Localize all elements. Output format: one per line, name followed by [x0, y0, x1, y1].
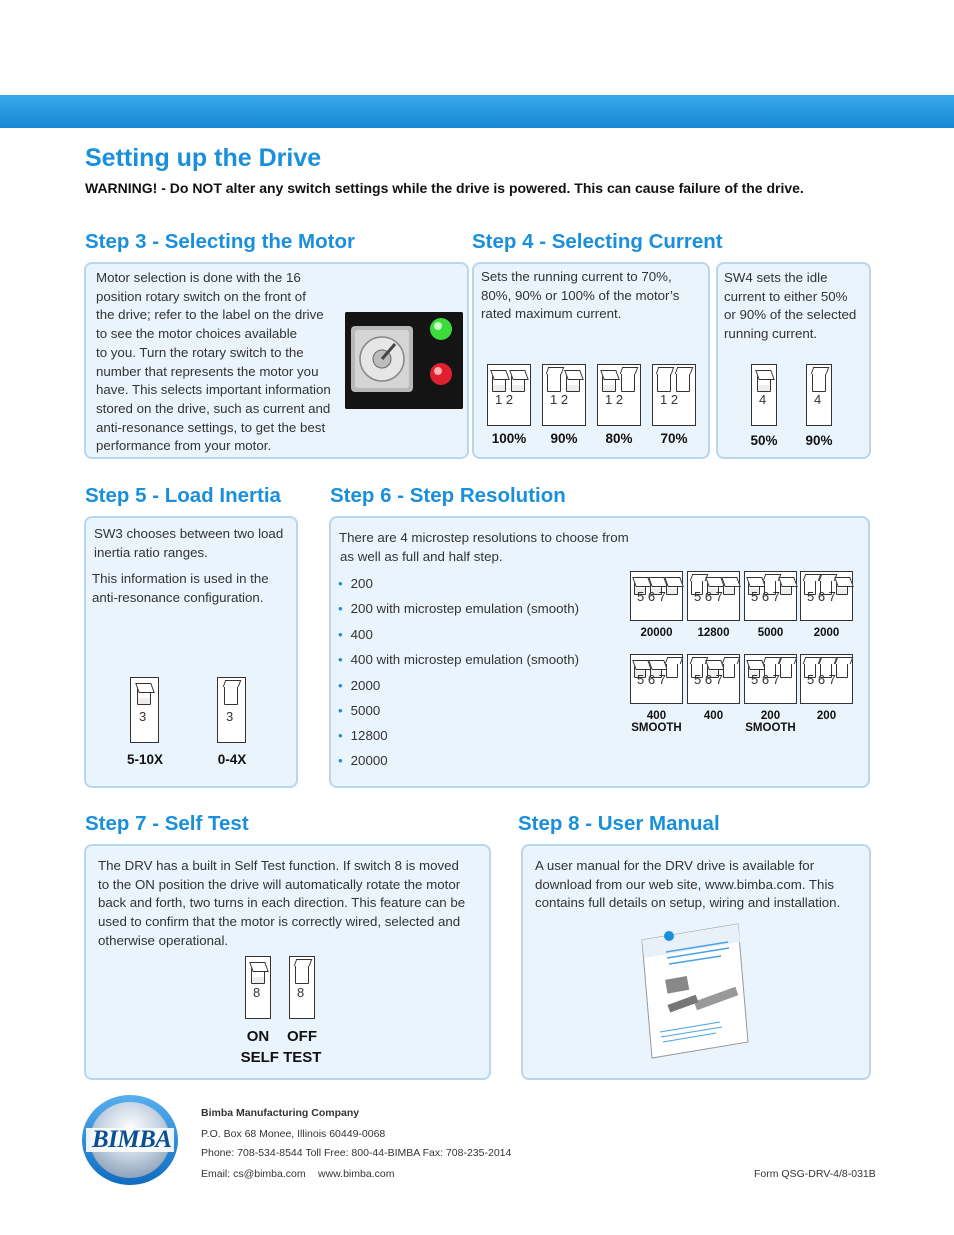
step3-title: Step 3 - Selecting the Motor — [85, 230, 355, 253]
idle-label-90: 90% — [805, 433, 833, 448]
dip-lever — [547, 370, 561, 392]
dip-lever — [251, 962, 265, 984]
res-label-5000: 5000 — [757, 627, 784, 639]
step3-text: Motor selection is done with the 16 position rotary switch on the front of the drive; refer to the label on the drive to see the motor choices available to you. Turn the rotary switch to the number that represents the motor you have. This selects important information stored on the drive, such as current and anti-resonance settings, to get the best performance from your motor. — [96, 270, 331, 454]
dip-lever — [836, 660, 848, 678]
dip-switch-90: 1 2 — [542, 364, 586, 426]
dip-switch-res-2000: 5 6 7 — [800, 571, 853, 621]
dip-switch-idle-50: 4 — [751, 364, 777, 426]
company-phone: Phone: 708-534-8544 Toll Free: 800-44-BIMBA Fax: 708-235-2014 — [201, 1147, 512, 1159]
list-item: • 400 with microstep emulation (smooth) — [338, 652, 580, 667]
res-label-400-smooth: 400 SMOOTH — [631, 710, 682, 734]
inertia-label-0-4x: 0-4X — [217, 752, 247, 767]
dip-switch-inertia-0-4x: 3 — [217, 677, 246, 743]
dip-lever — [780, 577, 792, 595]
step6-text: There are 4 microstep resolutions to choose from as well as full and half step. — [339, 530, 629, 564]
step4-text: Sets the running current to 70%, 80%, 90% or 100% of the motor’s rated maximum current. — [481, 269, 680, 322]
page-title: Setting up the Drive — [85, 144, 322, 172]
step5-text-2: This information is used in the anti-resonance configuration. — [92, 571, 269, 605]
dip-switch-res-200-smooth: 5 6 7 — [744, 654, 797, 704]
current-label-90: 90% — [550, 431, 578, 446]
step5-title: Step 5 - Load Inertia — [85, 484, 281, 507]
step6-title: Step 6 - Step Resolution — [330, 484, 566, 507]
dip-switch-selftest-off: 8 — [289, 956, 315, 1019]
dip-lever — [602, 370, 616, 392]
step4-running-box — [472, 262, 710, 459]
dip-lever — [295, 962, 309, 984]
dip-switch-idle-90: 4 — [806, 364, 832, 426]
dip-lever — [666, 660, 678, 678]
dip-lever — [676, 370, 690, 392]
list-item: • 400 — [338, 627, 373, 642]
bimba-logo — [80, 1093, 180, 1188]
dip-switch-res-400: 5 6 7 — [687, 654, 740, 704]
step4-idle-text: SW4 sets the idle current to either 50% or 90% of the selected running current. — [724, 270, 857, 342]
dip-lever — [492, 370, 506, 392]
dip-lever — [757, 370, 771, 392]
dip-switch-inertia-5-10x: 3 — [130, 677, 159, 743]
dip-lever — [137, 683, 151, 705]
logo-text: BIMBA — [92, 1126, 172, 1153]
form-number: Form QSG-DRV-4/8-031B — [754, 1168, 876, 1180]
dip-lever — [621, 370, 635, 392]
step7-title: Step 7 - Self Test — [85, 812, 249, 835]
step8-text: A user manual for the DRV drive is available for download from our web site, www.bimba.com. This contains full details on setup, wiring and installation. — [535, 858, 841, 911]
step4-title: Step 4 - Selecting Current — [472, 230, 723, 253]
dip-switch-selftest-on: 8 — [245, 956, 271, 1019]
list-item: • 20000 — [338, 753, 388, 768]
user-manual-thumbnail[interactable] — [636, 918, 751, 1063]
list-item: • 200 — [338, 576, 373, 591]
dip-lever — [836, 577, 848, 595]
res-label-200: 200 — [816, 710, 837, 722]
dip-lever — [657, 370, 671, 392]
selftest-caption: SELF TEST — [240, 1049, 322, 1066]
res-label-2000: 2000 — [813, 627, 840, 639]
dip-switch-res-12800: 5 6 7 — [687, 571, 740, 621]
company-email[interactable]: Email: cs@bimba.com — [201, 1168, 306, 1180]
dip-lever — [666, 577, 678, 595]
company-website[interactable]: www.bimba.com — [318, 1168, 395, 1180]
step7-text: The DRV has a built in Self Test function. If switch 8 is moved to the ON position the drive will automatically rotate the motor back and forth, two turns in each direction. This feature can be used to confirm that the motor is correctly wired, selected and otherwise operational. — [98, 858, 466, 948]
warning-text: WARNING! - Do NOT alter any switch settings while the drive is powered. This can cause failure of the drive. — [85, 180, 804, 196]
dip-lever — [224, 683, 238, 705]
dip-switch-res-5000: 5 6 7 — [744, 571, 797, 621]
inertia-label-5-10x: 5-10X — [126, 752, 164, 767]
step8-title: Step 8 - User Manual — [518, 812, 720, 835]
step4-idle-box — [716, 262, 871, 459]
dip-lever — [723, 660, 735, 678]
list-item: • 200 with microstep emulation (smooth) — [338, 601, 580, 616]
dip-switch-res-20000: 5 6 7 — [630, 571, 683, 621]
step5-text-1: SW3 chooses between two load inertia ratio ranges. — [94, 526, 284, 560]
res-label-400: 400 — [703, 710, 724, 722]
current-label-100: 100% — [491, 431, 527, 446]
company-address: P.O. Box 68 Monee, Illinois 60449-0068 — [201, 1128, 386, 1140]
dip-switch-100: 1 2 — [487, 364, 531, 426]
res-label-20000: 20000 — [640, 627, 673, 639]
rotary-switch-photo — [345, 312, 463, 409]
list-item: • 2000 — [338, 678, 381, 693]
dip-switch-res-400-smooth: 5 6 7 — [630, 654, 683, 704]
res-label-200-smooth: 200 SMOOTH — [745, 710, 796, 734]
top-banner — [0, 95, 954, 128]
dip-lever — [780, 660, 792, 678]
dip-lever — [511, 370, 525, 392]
idle-label-50: 50% — [750, 433, 778, 448]
selftest-off-label: OFF — [287, 1028, 317, 1045]
dip-switch-res-200: 5 6 7 — [800, 654, 853, 704]
dip-switch-70: 1 2 — [652, 364, 696, 426]
res-label-12800: 12800 — [697, 627, 730, 639]
dip-lever — [566, 370, 580, 392]
current-label-80: 80% — [605, 431, 633, 446]
dip-lever — [723, 577, 735, 595]
dip-switch-80: 1 2 — [597, 364, 641, 426]
selftest-on-label: ON — [246, 1028, 270, 1045]
list-item: • 12800 — [338, 728, 388, 743]
list-item: • 5000 — [338, 703, 381, 718]
current-label-70: 70% — [660, 431, 688, 446]
company-name: Bimba Manufacturing Company — [201, 1107, 360, 1119]
dip-lever — [812, 370, 826, 392]
step5-box — [84, 516, 298, 788]
